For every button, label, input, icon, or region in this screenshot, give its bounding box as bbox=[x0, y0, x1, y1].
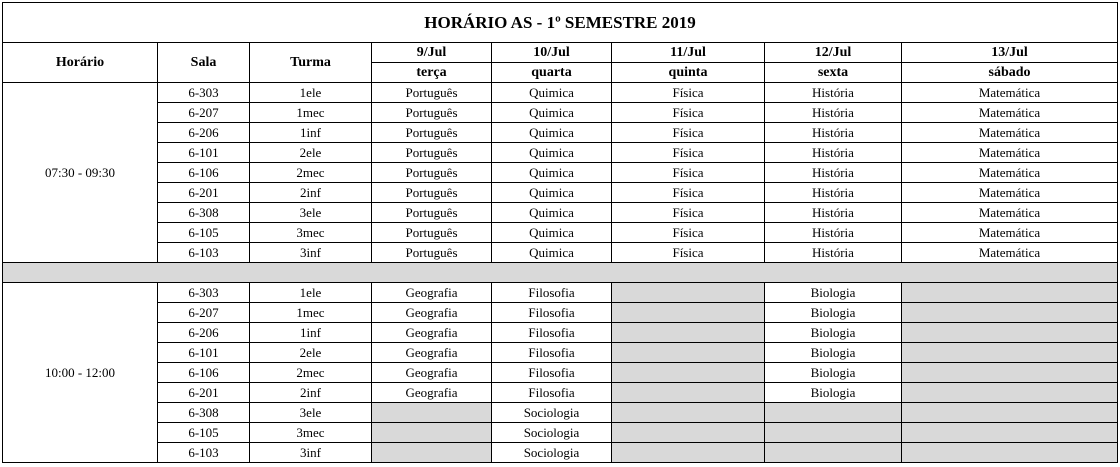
table-row bbox=[3, 383, 1118, 403]
subject-cell: Física bbox=[612, 123, 765, 143]
subject-cell: Filosofia bbox=[492, 303, 612, 323]
subject-cell: História bbox=[765, 243, 902, 263]
header-weekday: quarta bbox=[492, 63, 612, 83]
room-cell: 6-206 bbox=[158, 323, 250, 343]
table-row bbox=[3, 143, 1118, 163]
room-cell: 6-201 bbox=[158, 183, 250, 203]
room-cell: 6-207 bbox=[158, 103, 250, 123]
subject-cell: Português bbox=[372, 143, 492, 163]
subject-cell: Biologia bbox=[765, 363, 902, 383]
empty-cell bbox=[902, 383, 1118, 403]
class-cell: 3mec bbox=[250, 223, 372, 243]
subject-cell: Física bbox=[612, 243, 765, 263]
header-date: 9/Jul bbox=[372, 43, 492, 63]
time-slot: 07:30 - 09:30 bbox=[3, 83, 158, 263]
header-weekday: terça bbox=[372, 63, 492, 83]
subject-cell: Física bbox=[612, 163, 765, 183]
room-cell: 6-103 bbox=[158, 243, 250, 263]
subject-cell: Geografia bbox=[372, 283, 492, 303]
table-row bbox=[3, 323, 1118, 343]
subject-cell: Matemática bbox=[902, 163, 1118, 183]
subject-cell: Filosofia bbox=[492, 343, 612, 363]
table-row bbox=[3, 363, 1118, 383]
subject-cell: Biologia bbox=[765, 343, 902, 363]
schedule-table bbox=[2, 2, 1118, 463]
empty-cell bbox=[612, 343, 765, 363]
class-cell: 2mec bbox=[250, 363, 372, 383]
table-row bbox=[3, 283, 1118, 303]
subject-cell: Português bbox=[372, 103, 492, 123]
table-row bbox=[3, 443, 1118, 463]
subject-cell: Matemática bbox=[902, 83, 1118, 103]
empty-cell bbox=[902, 443, 1118, 463]
subject-cell: Matemática bbox=[902, 243, 1118, 263]
empty-cell bbox=[612, 403, 765, 423]
subject-cell: História bbox=[765, 223, 902, 243]
subject-cell: Biologia bbox=[765, 323, 902, 343]
break-cell bbox=[3, 263, 1118, 283]
empty-cell bbox=[612, 443, 765, 463]
class-cell: 1inf bbox=[250, 323, 372, 343]
header-weekday: sábado bbox=[902, 63, 1118, 83]
header-sala: Sala bbox=[158, 43, 250, 83]
subject-cell: Física bbox=[612, 183, 765, 203]
subject-cell: Quimica bbox=[492, 163, 612, 183]
room-cell: 6-101 bbox=[158, 343, 250, 363]
table-row bbox=[3, 203, 1118, 223]
subject-cell: Física bbox=[612, 83, 765, 103]
room-cell: 6-105 bbox=[158, 223, 250, 243]
class-cell: 2mec bbox=[250, 163, 372, 183]
class-cell: 3mec bbox=[250, 423, 372, 443]
header-date: 10/Jul bbox=[492, 43, 612, 63]
subject-cell: História bbox=[765, 103, 902, 123]
subject-cell: Matemática bbox=[902, 183, 1118, 203]
subject-cell: Português bbox=[372, 243, 492, 263]
subject-cell: Quimica bbox=[492, 103, 612, 123]
subject-cell: História bbox=[765, 183, 902, 203]
subject-cell: Quimica bbox=[492, 203, 612, 223]
room-cell: 6-207 bbox=[158, 303, 250, 323]
room-cell: 6-106 bbox=[158, 363, 250, 383]
subject-cell: Português bbox=[372, 203, 492, 223]
class-cell: 1ele bbox=[250, 83, 372, 103]
empty-cell bbox=[902, 423, 1118, 443]
class-cell: 2inf bbox=[250, 383, 372, 403]
empty-cell bbox=[372, 443, 492, 463]
subject-cell: Geografia bbox=[372, 343, 492, 363]
schedule-title: HORÁRIO AS - 1º SEMESTRE 2019 bbox=[3, 3, 1118, 43]
subject-cell: Quimica bbox=[492, 183, 612, 203]
room-cell: 6-308 bbox=[158, 403, 250, 423]
table-row bbox=[3, 223, 1118, 243]
subject-cell: Filosofia bbox=[492, 283, 612, 303]
class-cell: 1mec bbox=[250, 103, 372, 123]
subject-cell: Quimica bbox=[492, 143, 612, 163]
subject-cell: História bbox=[765, 203, 902, 223]
empty-cell bbox=[765, 443, 902, 463]
time-slot: 10:00 - 12:00 bbox=[3, 283, 158, 463]
table-row bbox=[3, 183, 1118, 203]
subject-cell: Biologia bbox=[765, 283, 902, 303]
break-row bbox=[3, 263, 1118, 283]
subject-cell: Geografia bbox=[372, 323, 492, 343]
table-row bbox=[3, 163, 1118, 183]
subject-cell: História bbox=[765, 83, 902, 103]
empty-cell bbox=[612, 283, 765, 303]
header-date: 11/Jul bbox=[612, 43, 765, 63]
room-cell: 6-308 bbox=[158, 203, 250, 223]
empty-cell bbox=[765, 423, 902, 443]
subject-cell: Geografia bbox=[372, 383, 492, 403]
subject-cell: Português bbox=[372, 123, 492, 143]
empty-cell bbox=[902, 283, 1118, 303]
table-row bbox=[3, 83, 1118, 103]
class-cell: 2inf bbox=[250, 183, 372, 203]
table-row bbox=[3, 303, 1118, 323]
empty-cell bbox=[902, 303, 1118, 323]
header-weekday: quinta bbox=[612, 63, 765, 83]
room-cell: 6-106 bbox=[158, 163, 250, 183]
subject-cell: Física bbox=[612, 103, 765, 123]
subject-cell: Português bbox=[372, 163, 492, 183]
room-cell: 6-101 bbox=[158, 143, 250, 163]
subject-cell: Quimica bbox=[492, 243, 612, 263]
subject-cell: Português bbox=[372, 223, 492, 243]
class-cell: 1ele bbox=[250, 283, 372, 303]
class-cell: 3ele bbox=[250, 403, 372, 423]
empty-cell bbox=[765, 403, 902, 423]
subject-cell: Física bbox=[612, 223, 765, 243]
class-cell: 3inf bbox=[250, 443, 372, 463]
header-weekday: sexta bbox=[765, 63, 902, 83]
header-date: 13/Jul bbox=[902, 43, 1118, 63]
empty-cell bbox=[902, 323, 1118, 343]
subject-cell: Matemática bbox=[902, 203, 1118, 223]
table-row bbox=[3, 103, 1118, 123]
room-cell: 6-105 bbox=[158, 423, 250, 443]
class-cell: 2ele bbox=[250, 343, 372, 363]
class-cell: 3ele bbox=[250, 203, 372, 223]
room-cell: 6-103 bbox=[158, 443, 250, 463]
empty-cell bbox=[902, 343, 1118, 363]
empty-cell bbox=[372, 423, 492, 443]
subject-cell: Matemática bbox=[902, 143, 1118, 163]
header-horario: Horário bbox=[3, 43, 158, 83]
class-cell: 1inf bbox=[250, 123, 372, 143]
subject-cell: História bbox=[765, 163, 902, 183]
subject-cell: Filosofia bbox=[492, 383, 612, 403]
empty-cell bbox=[902, 403, 1118, 423]
room-cell: 6-201 bbox=[158, 383, 250, 403]
empty-cell bbox=[612, 303, 765, 323]
subject-cell: História bbox=[765, 143, 902, 163]
subject-cell: Física bbox=[612, 203, 765, 223]
empty-cell bbox=[372, 403, 492, 423]
empty-cell bbox=[612, 423, 765, 443]
subject-cell: Sociologia bbox=[492, 423, 612, 443]
subject-cell: Física bbox=[612, 143, 765, 163]
class-cell: 3inf bbox=[250, 243, 372, 263]
subject-cell: Sociologia bbox=[492, 443, 612, 463]
table-row bbox=[3, 423, 1118, 443]
subject-cell: Matemática bbox=[902, 223, 1118, 243]
subject-cell: Filosofia bbox=[492, 323, 612, 343]
room-cell: 6-303 bbox=[158, 83, 250, 103]
subject-cell: Biologia bbox=[765, 303, 902, 323]
subject-cell: Biologia bbox=[765, 383, 902, 403]
table-row bbox=[3, 343, 1118, 363]
subject-cell: Sociologia bbox=[492, 403, 612, 423]
subject-cell: Português bbox=[372, 183, 492, 203]
subject-cell: Português bbox=[372, 83, 492, 103]
subject-cell: Quimica bbox=[492, 223, 612, 243]
empty-cell bbox=[612, 383, 765, 403]
room-cell: 6-303 bbox=[158, 283, 250, 303]
empty-cell bbox=[612, 363, 765, 383]
class-cell: 2ele bbox=[250, 143, 372, 163]
table-row bbox=[3, 123, 1118, 143]
subject-cell: Quimica bbox=[492, 83, 612, 103]
room-cell: 6-206 bbox=[158, 123, 250, 143]
header-date: 12/Jul bbox=[765, 43, 902, 63]
class-cell: 1mec bbox=[250, 303, 372, 323]
subject-cell: Geografia bbox=[372, 363, 492, 383]
header-turma: Turma bbox=[250, 43, 372, 83]
empty-cell bbox=[612, 323, 765, 343]
table-row bbox=[3, 243, 1118, 263]
subject-cell: Quimica bbox=[492, 123, 612, 143]
subject-cell: História bbox=[765, 123, 902, 143]
subject-cell: Matemática bbox=[902, 103, 1118, 123]
subject-cell: Geografia bbox=[372, 303, 492, 323]
subject-cell: Filosofia bbox=[492, 363, 612, 383]
table-row bbox=[3, 403, 1118, 423]
subject-cell: Matemática bbox=[902, 123, 1118, 143]
empty-cell bbox=[902, 363, 1118, 383]
